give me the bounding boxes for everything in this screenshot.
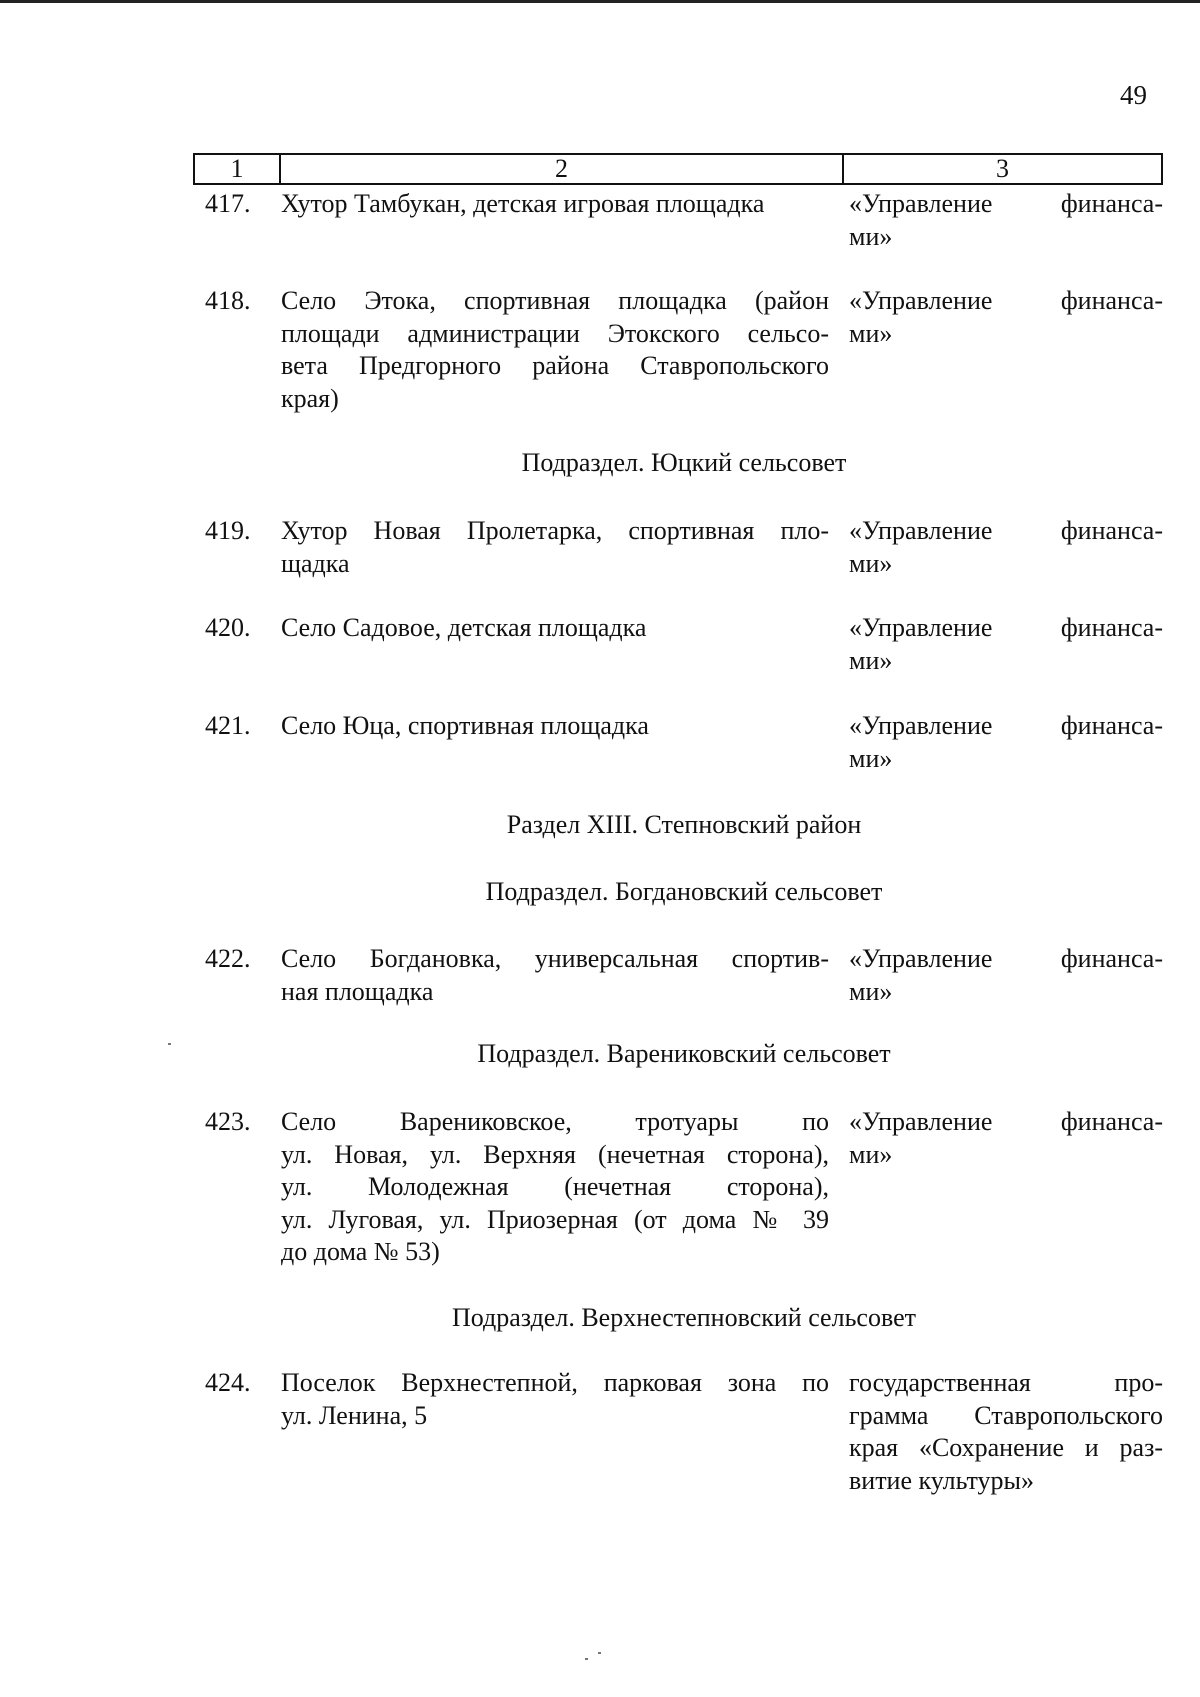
description-line: Село Юца, спортивная площадка <box>281 711 649 740</box>
description-line: Село Богдановка, универсальная спортив- <box>281 944 829 973</box>
table-header-col-2: 2 <box>281 155 844 183</box>
row-description <box>281 1106 829 1269</box>
source-word-1: «Управление <box>849 711 993 740</box>
description-line: ул. Ленина, 5 <box>281 1400 428 1430</box>
row-description <box>281 612 829 677</box>
table-row-424 <box>205 1367 1163 1497</box>
source-word-2: финанса- <box>1060 944 1163 973</box>
table-row-419 <box>205 515 1163 580</box>
row-number: 418. <box>205 286 251 315</box>
scan-speck <box>168 1043 171 1045</box>
table-row-421 <box>205 710 1163 775</box>
table-header-col-1: 1 <box>195 155 281 183</box>
page-number: 49 <box>1120 80 1147 110</box>
description-line: Хутор Новая Пролетарка, спортивная пло- <box>281 516 829 545</box>
row-number: 422. <box>205 944 251 973</box>
row-description <box>281 943 829 1008</box>
source-word-1: «Управление <box>849 613 993 642</box>
source-line-2: ми» <box>849 1139 893 1169</box>
row-number: 421. <box>205 711 251 740</box>
row-funding-source <box>849 612 1163 677</box>
row-funding-source <box>849 1367 1163 1497</box>
subsection-heading-yutsky: Подраздел. Юцкий сельсовет <box>521 448 847 477</box>
row-funding-source <box>849 943 1163 1008</box>
description-line: ул. Молодежная (нечетная сторона), <box>281 1172 829 1201</box>
source-word-2: финанса- <box>1060 711 1163 740</box>
description-line: щадка <box>281 548 350 578</box>
row-number: 420. <box>205 613 251 642</box>
row-funding-source <box>849 285 1163 415</box>
source-line-2: ми» <box>849 976 893 1006</box>
table-row-422 <box>205 943 1163 1008</box>
row-description <box>281 285 829 415</box>
source-word-1: «Управление <box>849 516 993 545</box>
table-row-418 <box>205 285 1163 415</box>
description-line: ная площадка <box>281 976 434 1006</box>
description-line: ул. Новая, ул. Верхняя (нечетная сторона), <box>281 1139 829 1169</box>
section-heading-13: Раздел XIII. Степновский район <box>506 810 862 839</box>
table-row-423 <box>205 1106 1163 1269</box>
subsection-heading-varenikovsky: Подраздел. Варениковский сельсовет <box>477 1039 891 1068</box>
source-word-2: финанса- <box>1060 1107 1163 1136</box>
description-line: Село Садовое, детская площадка <box>281 613 647 642</box>
source-line-2: ми» <box>849 645 893 675</box>
row-description <box>281 515 829 580</box>
row-description <box>281 188 829 253</box>
source-line-2: ми» <box>849 743 893 773</box>
source-word-2: финанса- <box>1060 613 1163 642</box>
source-word-2: финанса- <box>1060 286 1163 315</box>
row-description <box>281 1367 829 1497</box>
source-word-1: «Управление <box>849 189 993 218</box>
source-word-1: «Управление <box>849 286 993 315</box>
source-line: грамма Ставропольского <box>849 1400 1163 1430</box>
description-line: площади администрации Этокского сельсо- <box>281 318 829 348</box>
row-number: 417. <box>205 189 251 218</box>
description-line: Село Варениковское, тротуары по <box>281 1107 829 1136</box>
table-header-col-3: 3 <box>996 154 1009 183</box>
source-line: края «Сохранение и раз- <box>849 1433 1163 1462</box>
table-row-417 <box>205 188 1163 253</box>
row-number: 419. <box>205 516 251 545</box>
description-line: края) <box>281 383 339 413</box>
source-line-2: ми» <box>849 318 893 348</box>
source-line-2: ми» <box>849 548 893 578</box>
source-line: витие культуры» <box>849 1465 1034 1495</box>
scan-speck <box>585 1658 588 1660</box>
subsection-heading-bogdanovsky: Подраздел. Богдановский сельсовет <box>485 877 883 906</box>
source-word-1: «Управление <box>849 944 993 973</box>
table-header-row <box>193 153 1163 185</box>
source-line-2: ми» <box>849 221 893 251</box>
description-line: вета Предгорного района Ставропольского <box>281 351 829 380</box>
row-description <box>281 710 829 775</box>
row-funding-source <box>849 710 1163 775</box>
top-border-rule <box>0 0 1200 3</box>
description-line: Хутор Тамбукан, детская игровая площадка <box>281 189 765 218</box>
description-line: ул. Луговая, ул. Приозерная (от дома № 39 <box>281 1204 829 1234</box>
scan-speck <box>598 1652 601 1654</box>
subsection-heading-verkhnestepnovsky: Подраздел. Верхнестепновский сельсовет <box>451 1303 916 1332</box>
description-line: Село Этока, спортивная площадка (район <box>281 286 829 315</box>
row-funding-source <box>849 188 1163 253</box>
source-word-2: финанса- <box>1060 516 1163 545</box>
table-row-420 <box>205 612 1163 677</box>
row-number: 423. <box>205 1107 251 1136</box>
row-funding-source <box>849 515 1163 580</box>
row-number: 424. <box>205 1368 251 1397</box>
source-word-2: финанса- <box>1060 189 1163 218</box>
source-word-1: «Управление <box>849 1107 993 1136</box>
description-line: Поселок Верхнестепной, парковая зона по <box>281 1368 829 1397</box>
row-funding-source <box>849 1106 1163 1269</box>
description-line: до дома № 53) <box>281 1237 440 1266</box>
source-line: государственная про- <box>849 1368 1163 1397</box>
